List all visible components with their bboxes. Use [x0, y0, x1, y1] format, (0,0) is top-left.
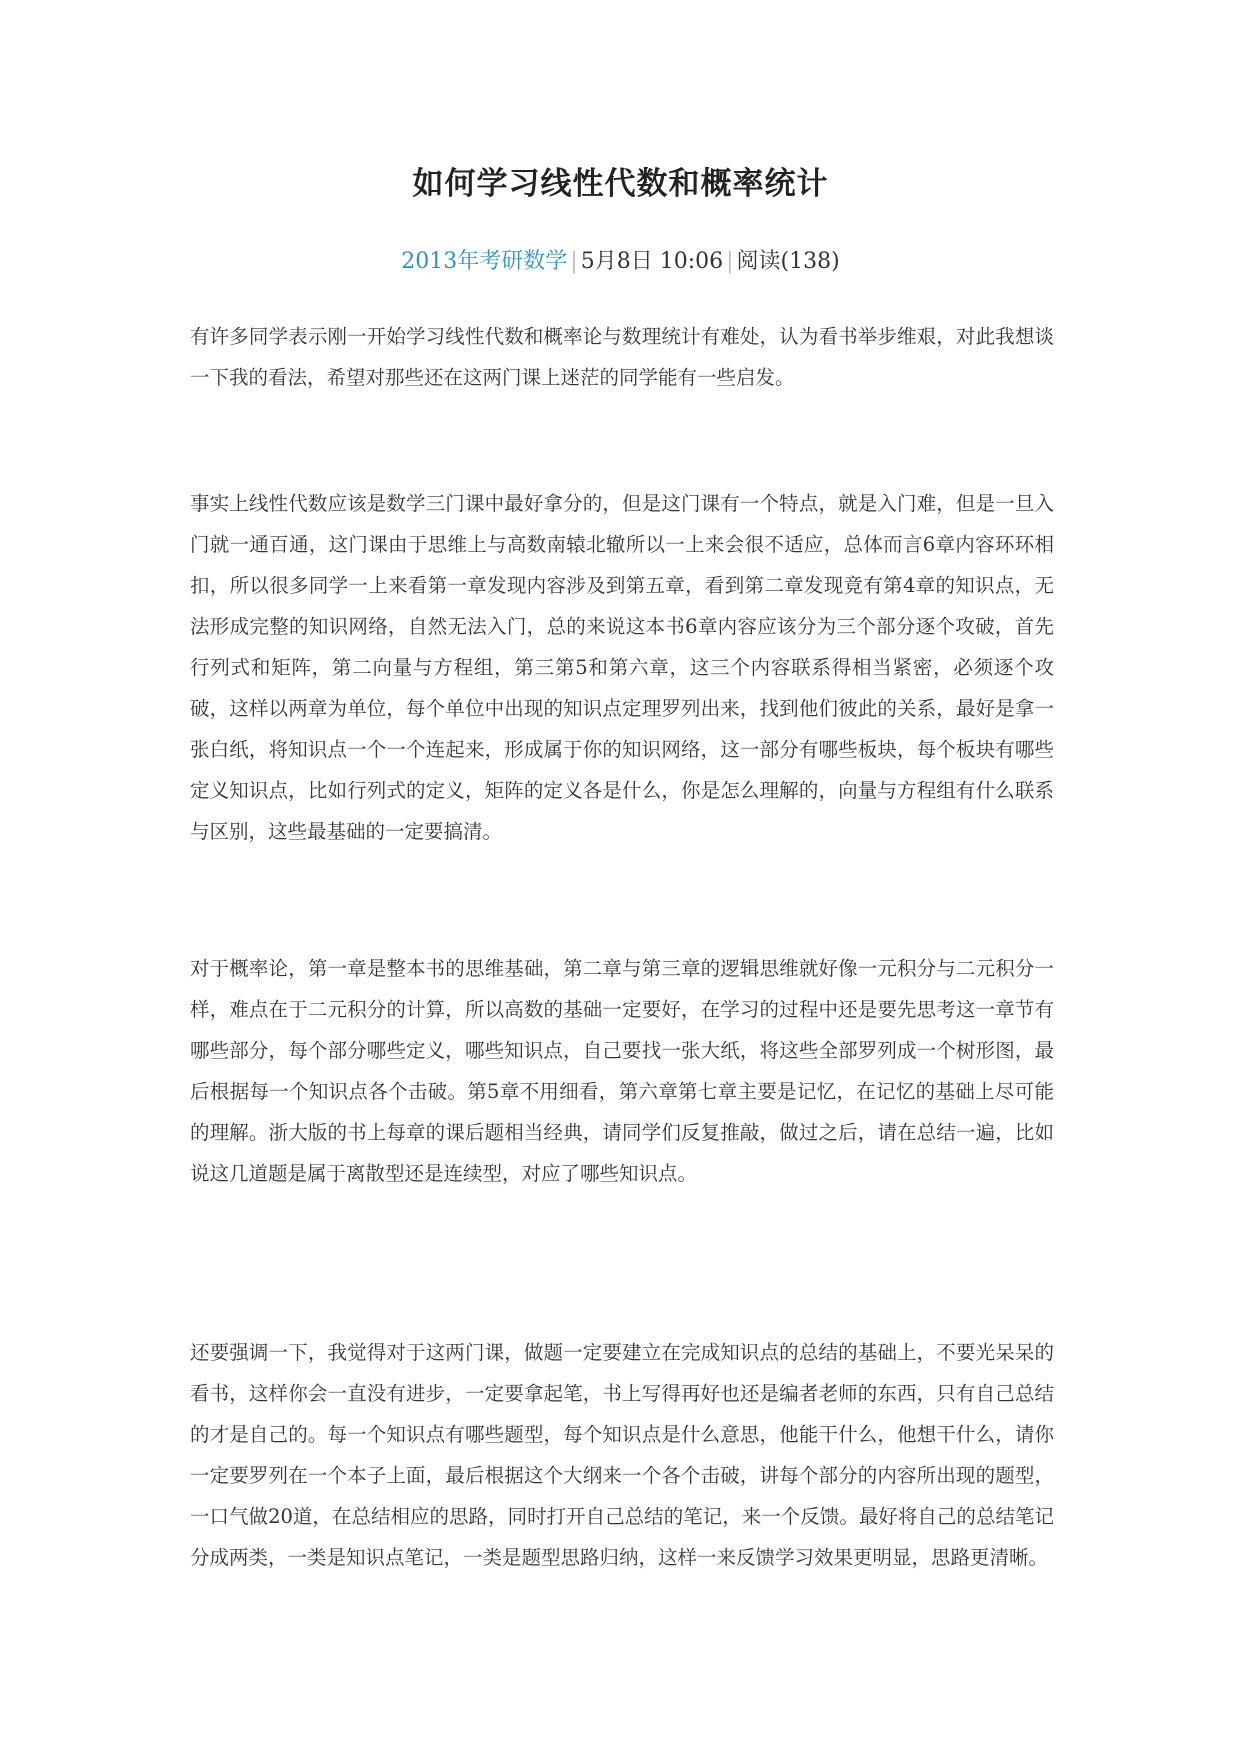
article-paragraph-3: 对于概率论，第一章是整本书的思维基础，第二章与第三章的逻辑思维就好像一元积分与二元积分一样，难点在于二元积分的计算，所以高数的基础一定要好，在学习的过程中还是要先思考这一章节有哪些部分，每个部分哪些定义，哪些知识点，自己要找一张大纸，将这些全部罗列成一个树形图，最后根据每一个知识点各个击破。第5章不用细看，第六章第七章主要是记忆，在记忆的基础上尽可能的理解。浙大版的书上每章的课后题相当经典，请同学们反复推敲，做过之后，请在总结一遍，比如说这几道题是属于离散型还是连续型，对应了哪些知识点。 [190, 957, 1054, 1185]
article-paragraph-4: 还要强调一下，我觉得对于这两门课，做题一定要建立在完成知识点的总结的基础上，不要光呆呆的看书，这样你会一直没有进步，一定要拿起笔，书上写得再好也还是编者老师的东西，只有自己总结的才是自己的。每一个知识点有哪些题型，每个知识点是什么意思，他能干什么，他想干什么，请你一定要罗列在一个本子上面，最后根据这个大纲来一个各个击破，讲每个部分的内容所出现的题型，一口气做20道，在总结相应的思路，同时打开自己总结的笔记，来一个反馈。最好将自己的总结笔记分成两类，一类是知识点笔记，一类是题型思路归纳，这样一来反馈学习效果更明显，思路更清晰。 [190, 1341, 1054, 1569]
category-link[interactable]: 2013年考研数学 [401, 249, 568, 274]
meta-separator: | [570, 249, 578, 274]
article-title: 如何学习线性代数和概率统计 [412, 166, 829, 202]
article-paragraph-2: 事实上线性代数应该是数学三门课中最好拿分的，但是这门课有一个特点，就是入门难，但是一旦入门就一通百通，这门课由于思维上与高数南辕北辙所以一上来会很不适应，总体而言6章内容环环相扣，所以很多同学一上来看第一章发现内容涉及到第五章，看到第二章发现竟有第4章的知识点，无法形成完整的知识网络，自然无法入门，总的来说这本书6章内容应该分为三个部分逐个攻破，首先行列式和矩阵，第二向量与方程组，第三第5和第六章，这三个内容联系得相当紧密，必须逐个攻破，这样以两章为单位，每个单位中出现的知识点定理罗列出来，找到他们彼此的关系，最好是拿一张白纸，将知识点一个一个连起来，形成属于你的知识网络，这一部分有哪些板块，每个板块有哪些定义知识点，比如行列式的定义，矩阵的定义各是什么，你是怎么理解的，向量与方程组有什么联系与区别，这些最基础的一定要搞清。 [190, 492, 1054, 843]
view-count: 阅读(138) [736, 249, 840, 274]
post-date: 5月8日 10:06 [580, 249, 724, 274]
article-meta [0, 244, 1241, 275]
meta-separator: | [726, 249, 734, 274]
article-paragraph-1: 有许多同学表示刚一开始学习线性代数和概率论与数理统计有难处，认为看书举步维艰，对此我想谈一下我的看法，希望对那些还在这两门课上迷茫的同学能有一些启发。 [190, 325, 1054, 389]
